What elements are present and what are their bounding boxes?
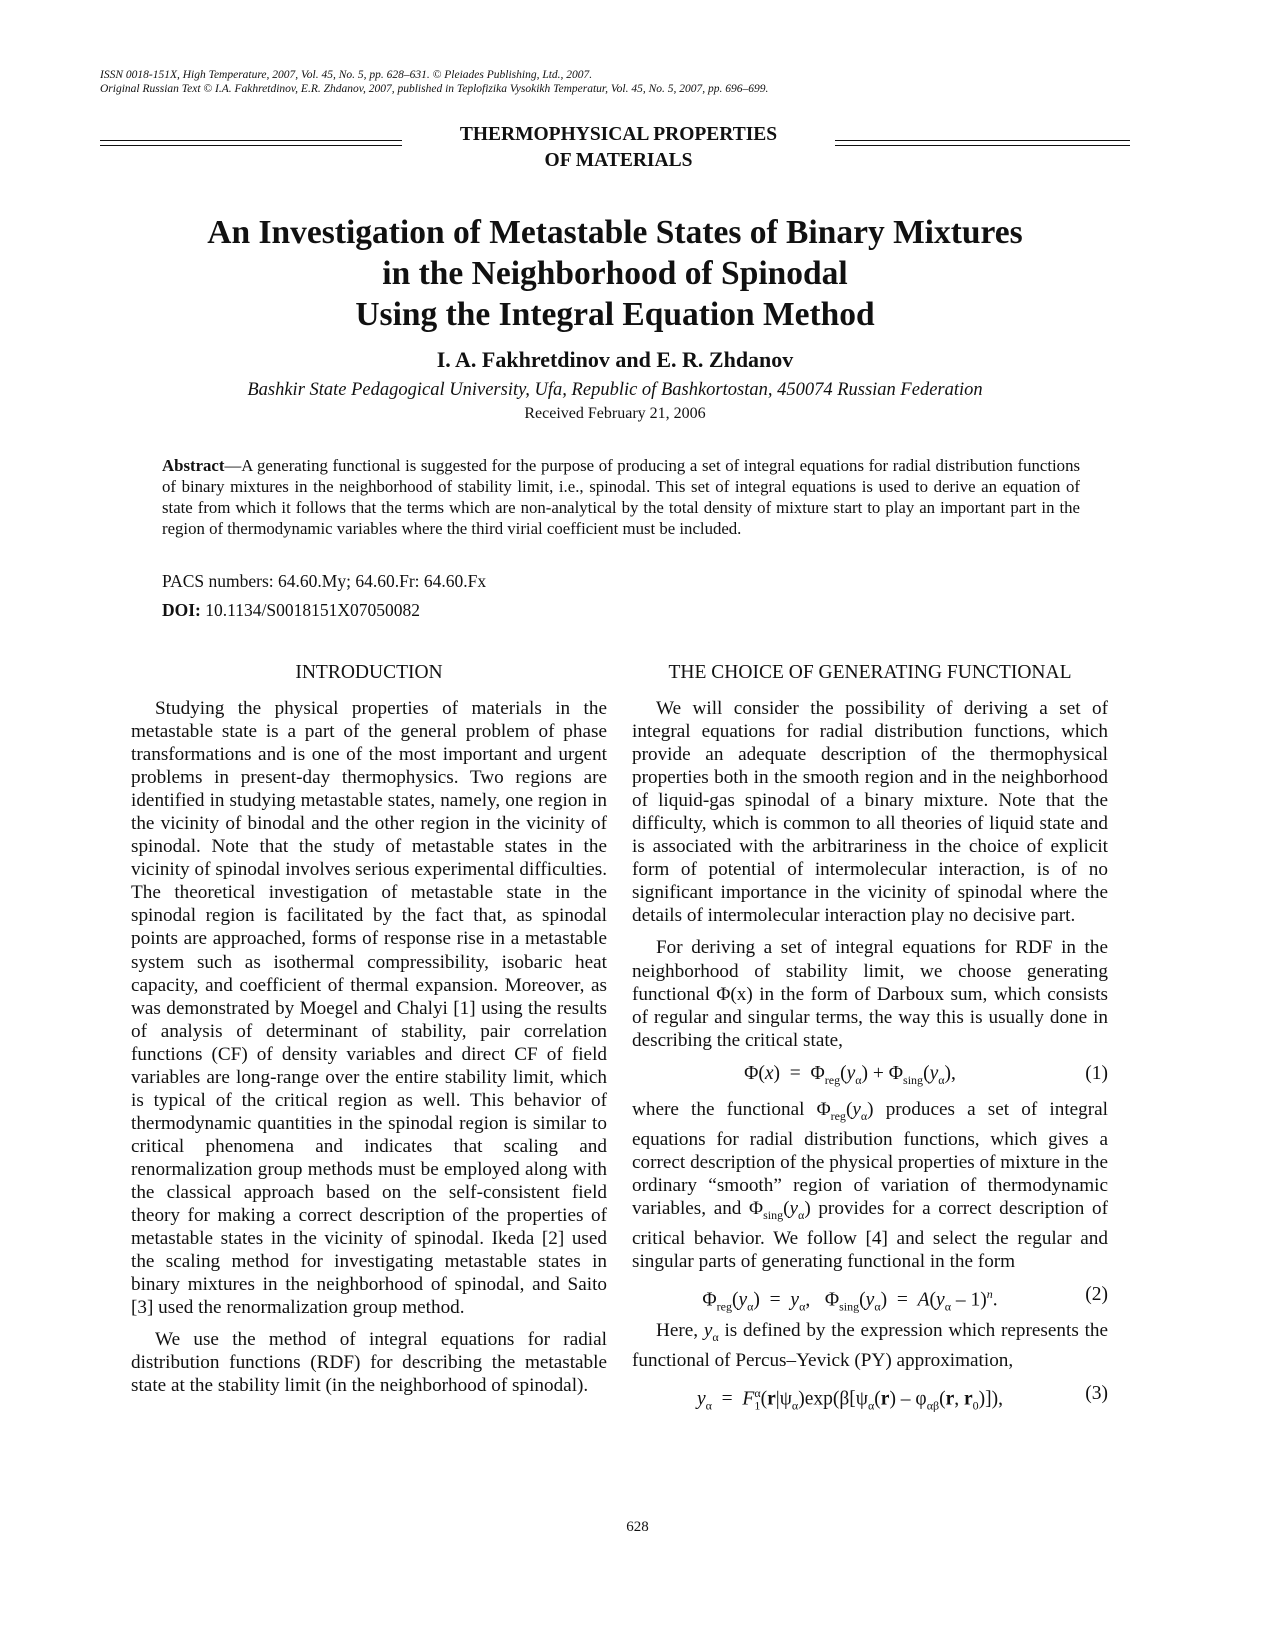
intro-paragraph-1: Studying the physical properties of materials in the metastable state is a part of the general problem of phase transformations and is one of the most important and urgent problems in present-day thermophysics. Two regions are identified in studying metastable states, namely, one region in the vicinity of binodal and the other region in the vicinity of spinodal. Note that the study of metastable states in the vicinity of spinodal involves serious experimental difficulties. The theoretical investigation of metastable state in the spinodal region is facilitated by the fact that, as spinodal points are approached, forms of response rise in a metastable system such as isothermal compressibility, isobaric heat capacity, and coefficient of thermal expansion. Moreover, as was demonstrated by Moegel and Chalyi [1] using the results of analysis of determinant of stability, pair correlation functions (CF) of density variables and direct CF of field variables are long-range over the entire stability limit, which is typical of the critical region as well. This behavior of thermodynamic quantities in the spinodal region is similar to critical phenomena and indicates that scaling and renormalization group methods must be employed along with the classical approach based on the self-consistent field theory for making a correct description of the properties of metastable states in the vicinity of spinodal. Ikeda [2] used the scaling method for investigating metastable states in binary mixtures in the neighborhood of spinodal, and Saito [3] used the renormalization group method. (131, 698, 607, 1319)
intro-paragraph-2: We use the method of integral equations for radial distribution functions (RDF) for describing the metastable state at the stability limit (in the neighborhood of spinodal). (131, 1329, 607, 1397)
equation-1-body: $\Phi(x) = \Phi_{reg}(y_\alpha) + \Phi_{sing}(y_\alpha)$, (744, 1062, 956, 1087)
gf-paragraph-3: where the functional $\Phi_{reg}(y_\alpha)$ produces a set of integral equations for radial distribution functions, which gives a correct description of the physical properties of mixture in the ordinary “smooth” region of variation of thermodynamic variables, and $\Phi_{sing}(y_\alpha)$ provides for a correct description of critical behavior. We follow [4] and select the regular and singular parts of generating functional in the form (632, 1098, 1108, 1272)
section-heading (100, 122, 1130, 172)
equation-3 (632, 1372, 1108, 1418)
equation-2 (632, 1273, 1108, 1319)
title-line-1: An Investigation of Metastable States of Binary Mixtures (207, 214, 1023, 251)
abstract (162, 455, 1080, 539)
pacs-numbers: PACS numbers: 64.60.My; 64.60.Fr: 64.60.Fx (162, 571, 487, 591)
section-title-line-1: THERMOPHYSICAL PROPERTIES (459, 124, 778, 145)
gf-paragraph-2: For deriving a set of integral equations for RDF in the neighborhood of stability limit, we choose generating functional Φ(x) in the form of Darboux sum, which consists of regular and singular terms, the way this is usually done in describing the critical state, (632, 937, 1108, 1051)
section-title-line-2: OF MATERIALS (544, 150, 693, 171)
equation-1 (632, 1052, 1108, 1098)
left-column (131, 660, 607, 1397)
introduction-heading: INTRODUCTION (295, 662, 443, 683)
authors: I. A. Fakhretdinov and E. R. Zhdanov (436, 347, 794, 372)
issn-line: ISSN 0018-151X, High Temperature, 2007, Vol. 45, No. 5, pp. 628–631. © Pleiades Publishing, Ltd., 2007. (100, 69, 593, 81)
section-title (402, 122, 835, 174)
right-column (632, 660, 1108, 1418)
inline-phi-x: Φ(x) (716, 983, 753, 1005)
affiliation: Bashkir State Pedagogical University, Ufa, Republic of Bashkortostan, 450074 Russian Federation (247, 380, 983, 400)
page-number: 628 (626, 1519, 649, 1535)
generating-functional-heading: THE CHOICE OF GENERATING FUNCTIONAL (668, 662, 1072, 683)
original-text-line: Original Russian Text © I.A. Fakhretdinov, E.R. Zhdanov, 2007, published in Teplofizika Vysokikh Temperatur, Vol. 45, No. 5, 2007, pp. 696–699. (100, 83, 769, 95)
gf-paragraph-4: Here, $y_\alpha$ is defined by the expression which represents the functional of Percus–Yevick (PY) approximation, (632, 1319, 1109, 1371)
gf-paragraph-1: We will consider the possibility of deriving a set of integral equations for radial distribution functions, which provide an adequate description of the thermophysical properties both in the smooth region and in the neighborhood of liquid-gas spinodal of a binary mixture. Note that the difficulty, which is common to all theories of liquid state and is associated with the arbitrariness in the choice of explicit form of potential of intermolecular interaction, is of no significant importance in the vicinity of spinodal where the details of intermolecular interaction play no decisive part. (632, 698, 1108, 927)
doi (162, 598, 1080, 622)
abstract-label: Abstract (162, 456, 225, 475)
title-line-3: Using the Integral Equation Method (355, 296, 875, 333)
section-rule-right (835, 140, 1130, 146)
paper-title (100, 212, 1130, 335)
equation-1-number: (1) (1085, 1062, 1108, 1084)
doi-value: 10.1134/S0018151X07050082 (205, 600, 420, 620)
equation-3-body: $y_\alpha = F_1^\alpha(r|\psi_\alpha)\exp(\beta[\psi_\alpha(r) - \varphi_{\alpha\beta}(r$, $r_0$)]), (696, 1385, 1004, 1412)
equation-2-number: (2) (1085, 1283, 1108, 1305)
equation-2-body: $\Phi_{reg}(y_\alpha) = y_\alpha$, $\Phi_{sing}(y_\alpha) = A(y_\alpha - 1)^n$. (702, 1286, 998, 1314)
received-date: Received February 21, 2006 (524, 405, 706, 422)
abstract-text: —A generating functional is suggested for the purpose of producing a set of integral equations for radial distribution functions of binary mixtures in the neighborhood of stability limit, i.e., spinodal. This set of integral equations is used to derive an equation of state from which it follows that the terms which are non-analytical by the total density of mixture start to play an important part in the region of thermodynamic variables where the third virial coefficient must be included. (162, 456, 1080, 538)
doi-label: DOI: (162, 600, 201, 620)
title-line-2: in the Neighborhood of Spinodal (382, 255, 848, 292)
journal-header (100, 68, 1180, 96)
section-rule-left (100, 140, 402, 146)
equation-3-number: (3) (1085, 1382, 1108, 1404)
